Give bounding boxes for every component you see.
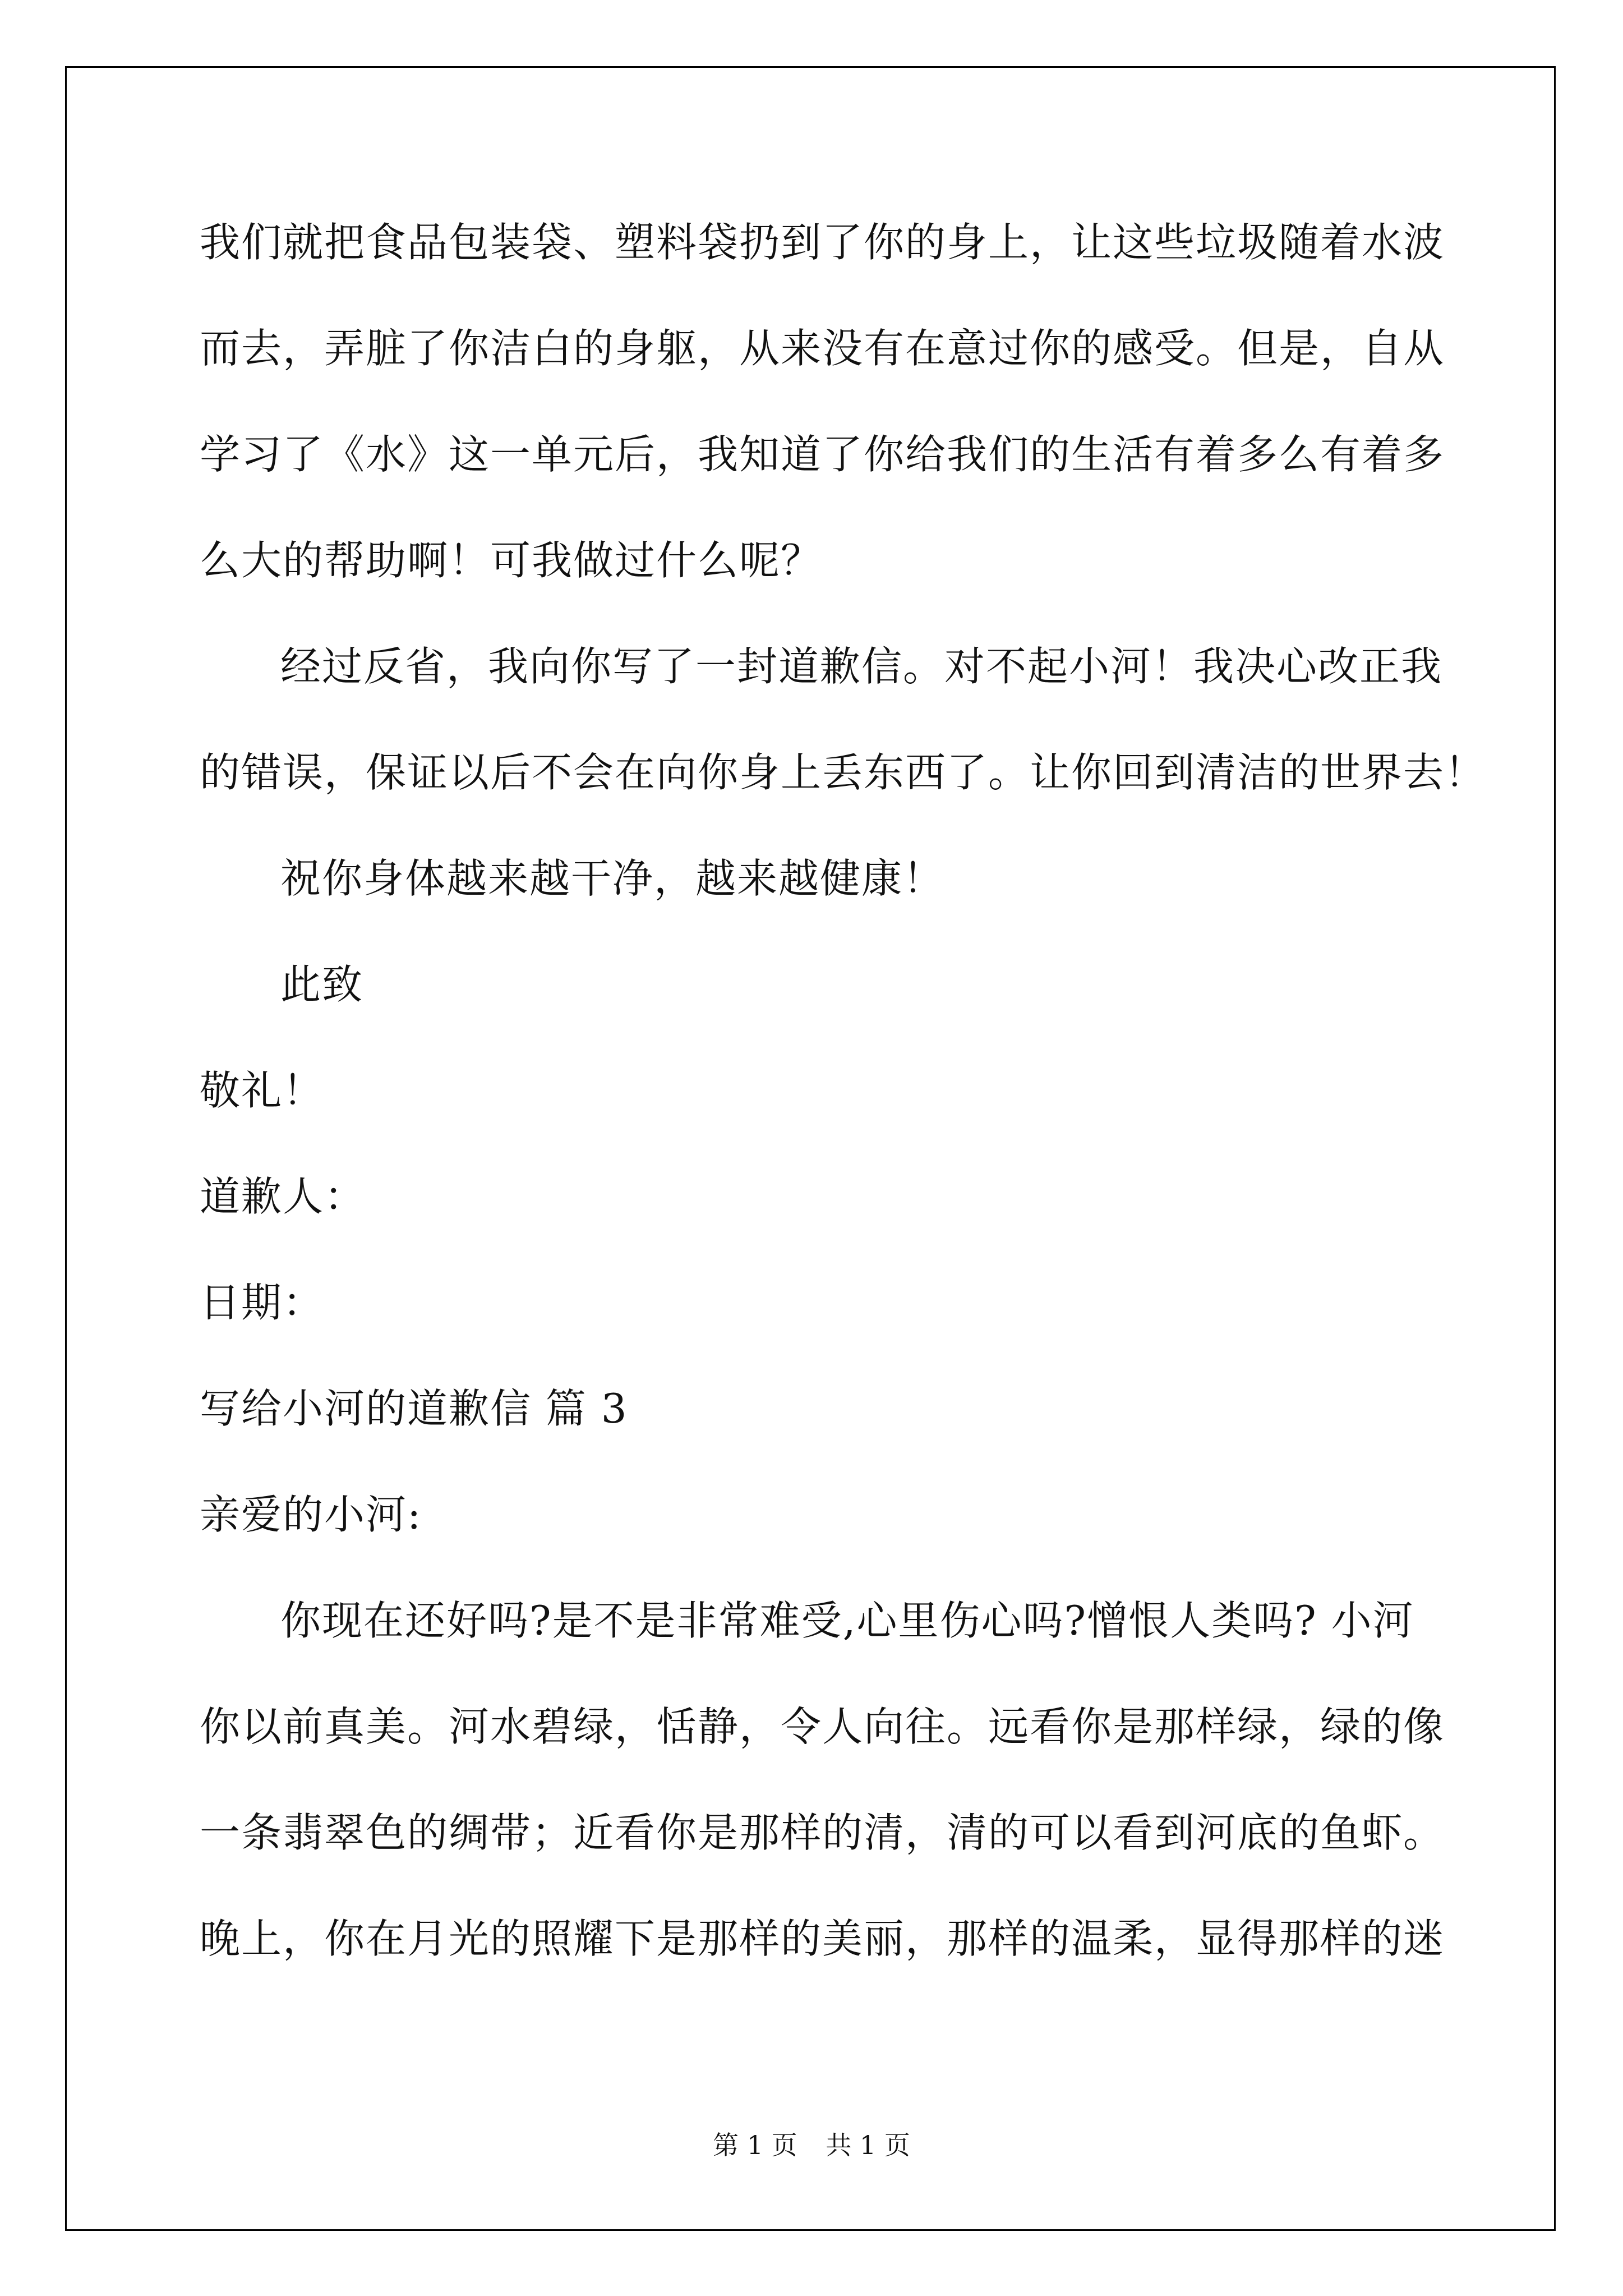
- page-footer: [0, 2125, 1623, 2162]
- text-line: 么大的帮助啊！可我做过什么呢？: [200, 537, 823, 584]
- paragraph-line: 经过反省，我向你写了一封道歉信。对不起小河！我决心改正我: [280, 643, 1443, 690]
- paragraph-line: 你现在还好吗?是不是非常难受,心里伤心吗?憎恨人类吗? 小河: [280, 1597, 1414, 1644]
- closing-line: 此致: [280, 961, 364, 1008]
- salutation-line: 敬礼！: [200, 1067, 325, 1114]
- text-line: 我们就把食品包装袋、塑料袋扔到了你的身上，让这些垃圾随着水波: [200, 219, 1445, 266]
- text-line: 一条翡翠色的绸带；近看你是那样的清，清的可以看到河底的鱼虾。: [200, 1809, 1445, 1856]
- text-line: 而去，弄脏了你洁白的身躯，从来没有在意过你的感受。但是，自从: [200, 325, 1445, 372]
- date-line: 日期：: [200, 1279, 325, 1326]
- greeting-line: 亲爱的小河:: [200, 1491, 422, 1538]
- section-heading: 写给小河的道歉信 篇 3: [200, 1385, 628, 1432]
- page-total: 共 1 页: [826, 2130, 910, 2160]
- signature-line: 道歉人：: [200, 1173, 366, 1220]
- page-number: 第 1 页: [713, 2130, 797, 2160]
- paragraph-line: 祝你身体越来越干净，越来越健康！: [280, 855, 945, 902]
- text-line: 的错误，保证以后不会在向你身上丢东西了。让你回到清洁的世界去！: [200, 749, 1487, 796]
- text-line: 学习了《水》这一单元后，我知道了你给我们的生活有着多么有着多: [200, 431, 1445, 478]
- text-line: 晚上，你在月光的照耀下是那样的美丽，那样的温柔，显得那样的迷: [200, 1915, 1445, 1962]
- text-line: 你以前真美。河水碧绿，恬静，令人向往。远看你是那样绿，绿的像: [200, 1703, 1445, 1750]
- document-body: [200, 209, 1487, 2011]
